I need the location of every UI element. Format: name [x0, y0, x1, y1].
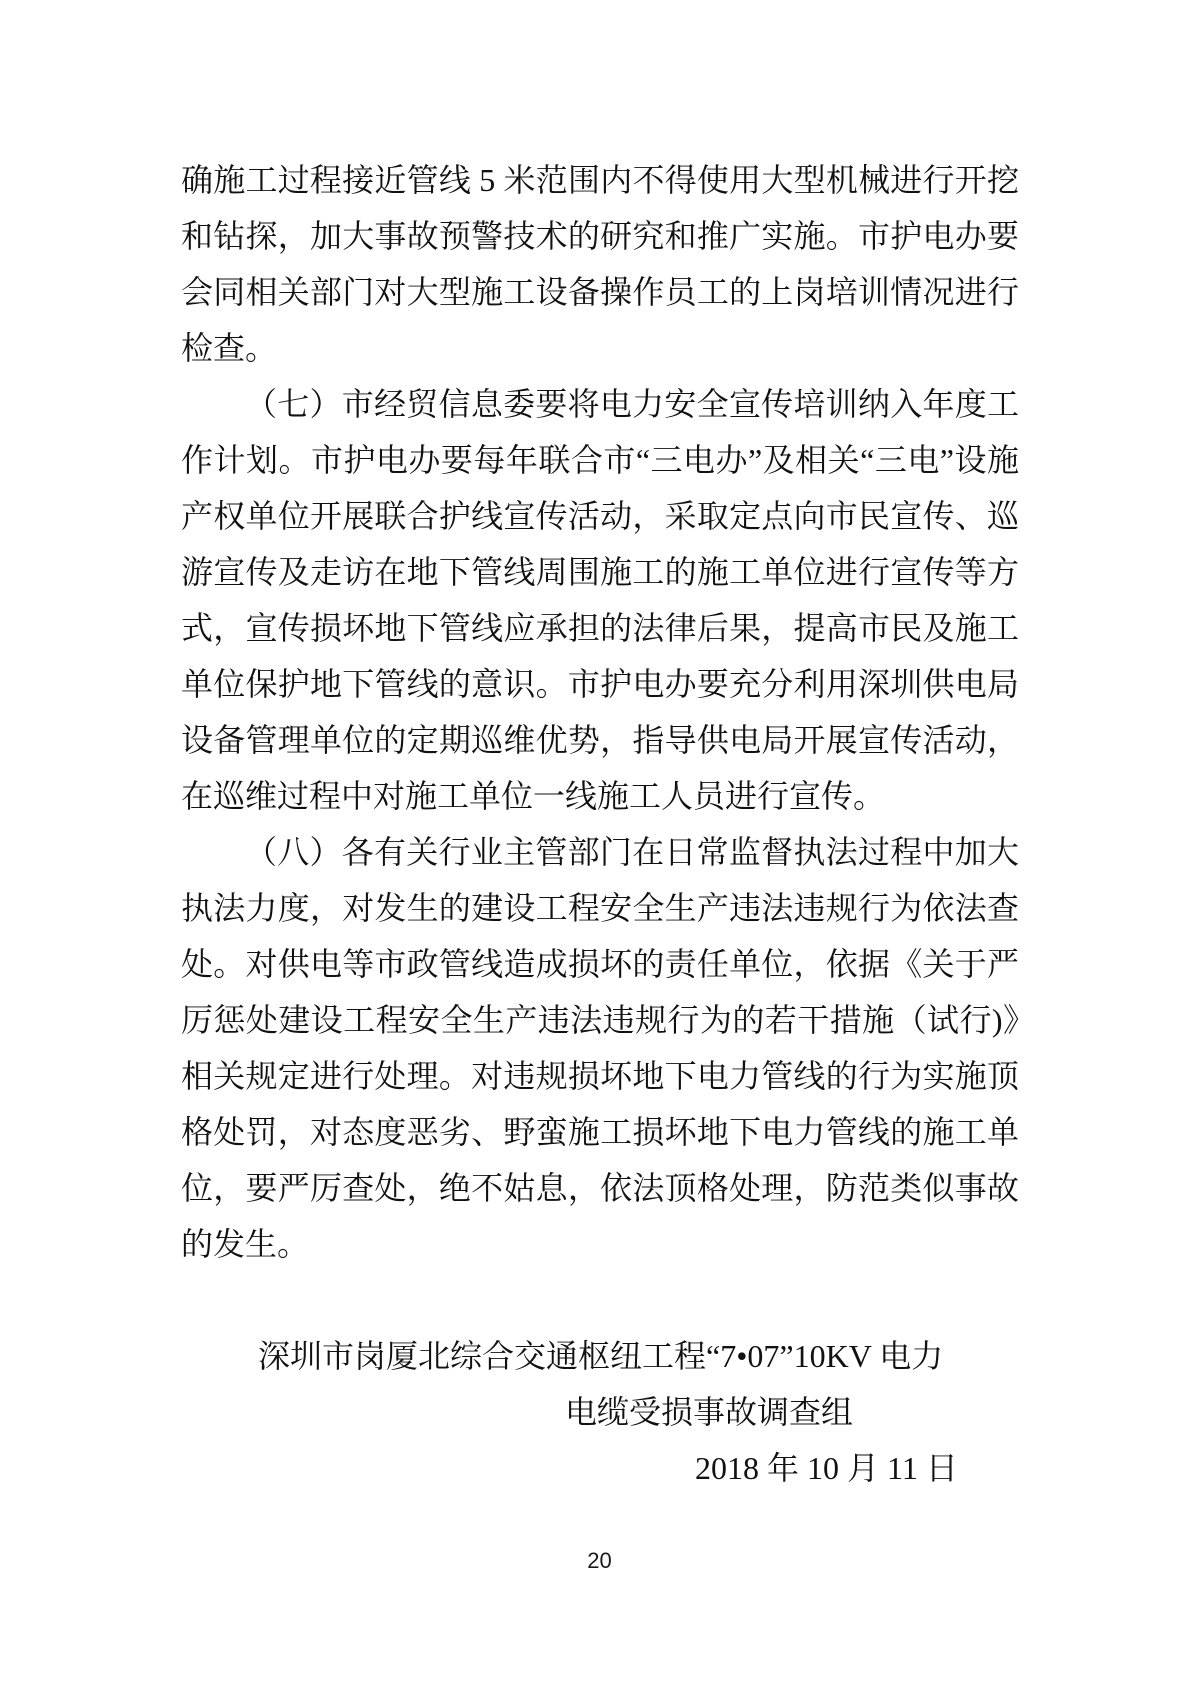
blank-line — [181, 1272, 1019, 1328]
body-paragraph: （八）各有关行业主管部门在日常监督执法过程中加大执法力度，对发生的建设工程安全生产违法违规行为依法查处。对供电等市政管线造成损坏的责任单位，依据《关于严厉惩处建设工程安全生产违法违规行为的若干措施（试行)》相关规定进行处理。对违规损坏地下电力管线的行为实施顶格处罚，对态度恶劣、野蛮施工损坏地下电力管线的施工单位，要严厉查处，绝不姑息，依法顶格处理，防范类似事故的发生。 — [181, 834, 1019, 1262]
signature-org-line-1: 深圳市岗厦北综合交通枢纽工程“7•07”10KV 电力 — [258, 1338, 944, 1374]
signature-org-line-2: 电缆受损事故调查组 — [565, 1394, 854, 1430]
body-paragraph: 确施工过程接近管线 5 米范围内不得使用大型机械进行开挖和钻探，加大事故预警技术的研究和推广实施。市护电办要会同相关部门对大型施工设备操作员工的上岗培训情况进行检查。 — [181, 162, 1019, 366]
body-paragraph: （七）市经贸信息委要将电力安全宣传培训纳入年度工作计划。市护电办要每年联合市“三电办”及相关“三电”设施产权单位开展联合护线宣传活动，采取定点向市民宣传、巡游宣传及走访在地下管线周围施工的施工单位进行宣传等方式，宣传损坏地下管线应承担的法律后果，提高市民及施工单位保护地下管线的意识。市护电办要充分利用深圳供电局设备管理单位的定期巡维优势，指导供电局开展宣传活动，在巡维过程中对施工单位一线施工人员进行宣传。 — [181, 386, 1019, 814]
page-number: 20 — [587, 1548, 612, 1573]
signature-date: 2018 年 10 月 11 日 — [695, 1450, 958, 1486]
document-body — [181, 152, 1019, 1496]
